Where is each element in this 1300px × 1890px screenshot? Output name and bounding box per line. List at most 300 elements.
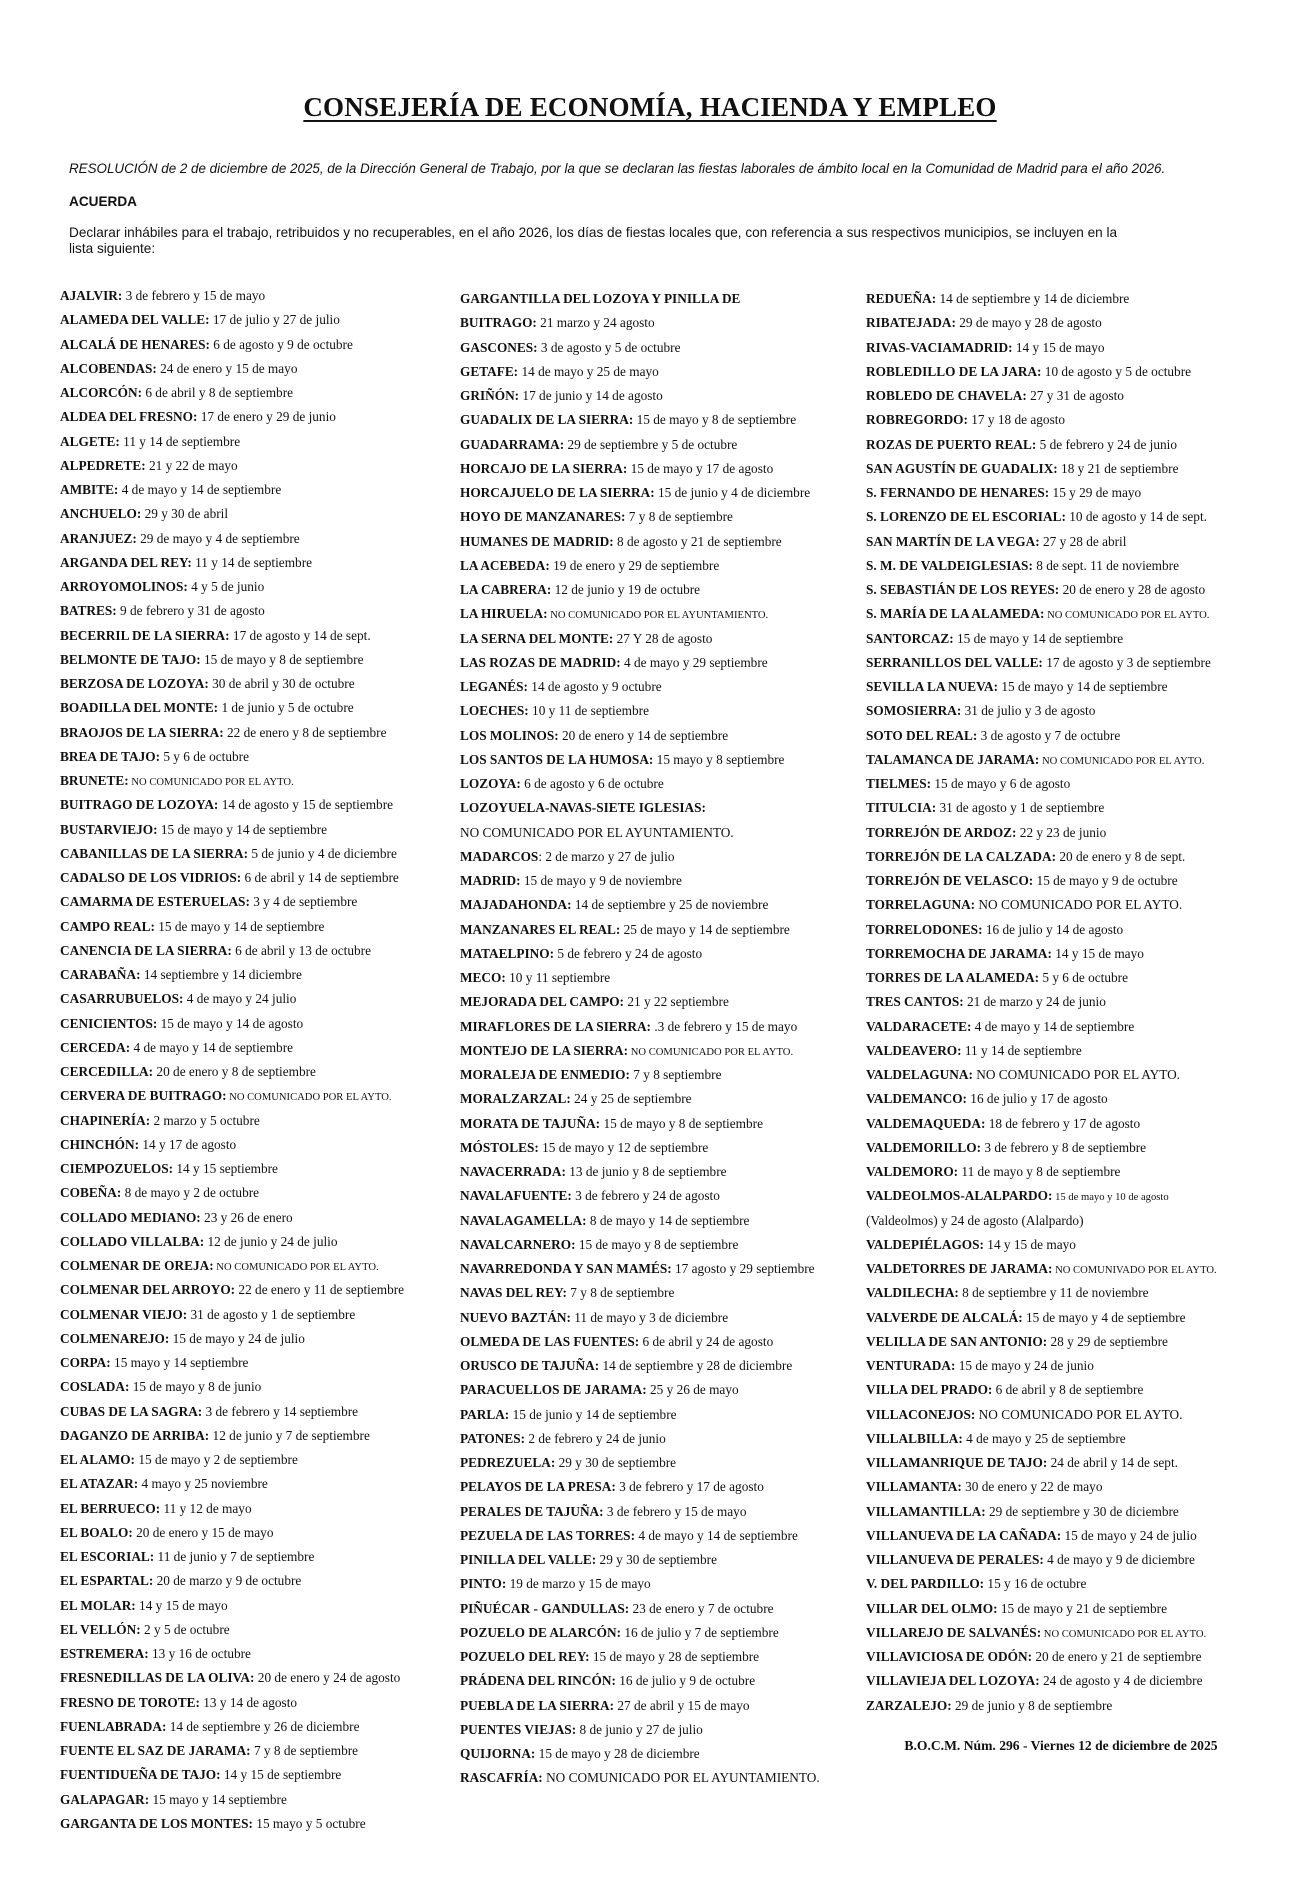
municipality-name: EL BOALO: [60, 1524, 133, 1540]
municipality-name: HORCAJO DE LA SIERRA: [460, 460, 628, 476]
holiday-dates: 19 de marzo y 15 de mayo [506, 1576, 651, 1592]
municipality-entry [60, 745, 460, 769]
municipality-name: ALPEDRETE: [60, 457, 146, 473]
holiday-dates: 6 de abril y 13 de octubre [231, 942, 371, 958]
municipality-name: TALAMANCA DE JARAMA: [866, 751, 1040, 767]
holiday-dates: 23 de enero y 7 de octubre [629, 1600, 774, 1616]
municipality-entry [460, 942, 870, 966]
municipality-name: DAGANZO DE ARRIBA: [60, 1427, 210, 1443]
holiday-dates: 20 de enero y 21 de septiembre [1032, 1649, 1202, 1664]
holiday-dates: 15 de mayo y 28 de diciembre [535, 1746, 700, 1761]
holiday-dates: 14 y 15 de mayo [983, 1236, 1076, 1252]
holiday-dates: 15 de junio y 14 de septiembre [509, 1406, 677, 1422]
holiday-dates: 4 de mayo y 14 de septiembre [130, 1039, 294, 1055]
municipality-name: HORCAJUELO DE LA SIERRA: [460, 485, 655, 500]
holiday-dates: 10 de agosto y 5 de octubre [1041, 363, 1192, 379]
holiday-dates: 12 de junio y 24 de julio [204, 1233, 338, 1249]
holiday-dates: 15 de mayo y 14 de septiembre [154, 918, 325, 934]
holiday-dates: 11 y 14 de septiembre [191, 554, 313, 570]
municipality-name: FUENTIDUEÑA DE TAJO: [60, 1767, 221, 1783]
municipality-entry [460, 1209, 870, 1233]
municipality-entry [866, 1694, 1286, 1718]
municipality-name: EL BERRUECO: [60, 1500, 161, 1516]
holiday-dates: NO COMUNICADO POR EL AYTO. [1044, 610, 1210, 622]
municipality-name: LAS ROZAS DE MADRID: [460, 654, 621, 670]
holiday-dates: 16 de julio y 9 de octubre [615, 1673, 756, 1689]
holiday-dates: 20 de enero y 28 de agosto [1059, 582, 1206, 597]
municipality-name: ARROYOMOLINOS: [60, 579, 188, 594]
holiday-dates: 14 septiembre y 14 diciembre [140, 967, 302, 982]
municipality-name: BUITRAGO DE LOZOYA: [60, 797, 219, 813]
municipality-name: ROZAS DE PUERTO REAL: [866, 436, 1037, 452]
municipality-name: VALDILECHA: [866, 1285, 959, 1301]
municipality-entry [866, 1136, 1286, 1160]
municipality-entry [460, 1572, 870, 1596]
municipality-name: FUENTE EL SAZ DE JARAMA: [60, 1743, 251, 1758]
municipality-name: SOMOSIERRA: [866, 703, 962, 719]
municipality-entry [60, 1715, 460, 1739]
municipality-entry [60, 1206, 460, 1230]
holiday-dates: 29 de mayo y 28 de agosto [955, 315, 1102, 331]
municipality-entry [460, 1378, 870, 1402]
municipality-name: VILLANUEVA DE LA CAÑADA: [866, 1527, 1062, 1543]
holiday-dates: 27 de abril y 15 de mayo [614, 1697, 750, 1713]
municipality-name: PATONES: [460, 1430, 526, 1446]
municipality-entry [866, 457, 1286, 481]
municipality-name: TORREJÓN DE VELASCO: [866, 873, 1034, 888]
holiday-dates: 10 y 11 septiembre [505, 970, 611, 985]
holiday-dates: 13 y 16 de octubre [148, 1646, 251, 1661]
holiday-dates: 14 de septiembre y 26 de diciembre [166, 1718, 360, 1734]
municipality-name: LA HIRUELA: [460, 606, 548, 622]
municipality-entry [866, 1572, 1286, 1596]
holiday-dates: 4 de mayo y 14 de septiembre [971, 1018, 1135, 1034]
municipality-entry [460, 1136, 870, 1160]
municipality-entry [460, 1427, 870, 1451]
holiday-dates: 25 y 26 de mayo [646, 1382, 739, 1398]
municipality-entry [460, 1233, 870, 1257]
municipality-entry [866, 481, 1286, 505]
municipality-name: POZUELO DEL REY: [460, 1649, 590, 1664]
holiday-dates: 3 de febrero y 14 septiembre [202, 1403, 359, 1419]
municipality-name: GRIÑÓN: [460, 388, 520, 403]
holiday-dates: 29 de septiembre y 30 de diciembre [985, 1503, 1179, 1519]
municipality-entry [460, 1669, 870, 1693]
holiday-dates: 3 y 4 de septiembre [249, 894, 358, 910]
holiday-dates: 13 de junio y 8 de septiembre [565, 1164, 727, 1179]
municipality-entry [60, 866, 460, 890]
holiday-dates: 8 de mayo y 2 de octubre [121, 1185, 260, 1201]
holiday-dates: 15 de mayo y 24 de julio [169, 1330, 305, 1346]
holiday-dates: 2 y 5 de octubre [140, 1621, 230, 1637]
municipality-entry [460, 1597, 870, 1621]
municipality-entry [866, 1233, 1286, 1257]
municipality-entry [60, 1230, 460, 1254]
municipality-name: VALDELAGUNA: [866, 1067, 973, 1082]
holiday-dates: 15 de mayo y 14 de agosto [157, 1015, 304, 1031]
municipality-name: CERCEDA: [60, 1039, 131, 1055]
municipality-entry [866, 1063, 1286, 1087]
municipality-entry [60, 793, 460, 817]
holiday-dates: 15 y 29 de mayo [1049, 485, 1142, 500]
municipality-name: MAJADAHONDA: [460, 897, 572, 913]
municipality-name: MORATA DE TAJUÑA: [460, 1115, 601, 1131]
municipality-entry [460, 1281, 870, 1305]
municipality-entry [866, 699, 1286, 723]
municipality-name: GASCONES: [460, 339, 538, 355]
municipality-entry [60, 624, 460, 648]
municipality-entry [60, 478, 460, 502]
municipality-name: MEJORADA DEL CAMPO: [460, 994, 624, 1010]
municipality-entry [60, 721, 460, 745]
municipality-entry [866, 1257, 1286, 1281]
holiday-dates: 15 de mayo y 21 de septiembre [997, 1600, 1168, 1616]
municipality-entry [60, 1763, 460, 1787]
municipality-entry [60, 1084, 460, 1108]
holiday-dates: NO COMUNIVADO POR EL AYTO. [1052, 1265, 1217, 1276]
municipality-entry [60, 1448, 460, 1472]
municipality-name: TORREJÓN DE ARDOZ: [866, 824, 1017, 840]
municipality-entry [60, 1642, 460, 1666]
municipality-name: LOECHES: [460, 703, 529, 719]
municipality-entry [60, 357, 460, 381]
municipality-name: BERZOSA DE LOZOYA: [60, 676, 209, 691]
municipality-column-1 [60, 284, 460, 1836]
holiday-dates: 21 de marzo y 24 de junio [963, 994, 1106, 1010]
municipality-entry [460, 1524, 870, 1548]
holiday-dates: .3 de febrero y 15 de mayo [651, 1018, 798, 1034]
municipality-name: GALAPAGAR: [60, 1791, 150, 1807]
municipality-entry [866, 336, 1286, 360]
holiday-dates: 15 de mayo y 8 de septiembre [200, 651, 364, 667]
municipality-entry [460, 1306, 870, 1330]
holiday-dates: 29 de junio y 8 de septiembre [951, 1697, 1113, 1713]
municipality-entry [866, 1039, 1286, 1063]
holiday-dates: 11 y 12 de mayo [160, 1500, 252, 1516]
holiday-dates: 15 de mayo y 28 de septiembre [589, 1649, 760, 1664]
municipality-entry [60, 1691, 460, 1715]
municipality-name: REDUEÑA: [866, 291, 937, 306]
municipality-entry [460, 772, 870, 796]
municipality-name: MORALZARZAL: [460, 1091, 571, 1107]
municipality-name: MADARCOS [460, 848, 539, 864]
municipality-entry [866, 530, 1286, 554]
holiday-dates: 10 y 11 de septiembre [528, 703, 649, 719]
municipality-name: RIVAS-VACIAMADRID: [866, 339, 1013, 355]
municipality-entry [460, 457, 870, 481]
municipality-entry [460, 1257, 870, 1281]
municipality-name: PARLA: [460, 1406, 510, 1422]
municipality-name: COBEÑA: [60, 1185, 122, 1201]
municipality-name: NAVACERRADA: [460, 1164, 566, 1179]
municipality-entry [460, 1742, 870, 1766]
municipality-name: PIÑUÉCAR - GANDULLAS: [460, 1600, 630, 1616]
municipality-name: CORPA: [60, 1355, 111, 1370]
municipality-name: NAVALAFUENTE: [460, 1188, 572, 1204]
municipality-entry [866, 1281, 1286, 1305]
municipality-name: COLMENAREJO: [60, 1330, 170, 1346]
municipality-name: VILLAMANRIQUE DE TAJO: [866, 1455, 1048, 1470]
holiday-dates: 4 de mayo y 14 de septiembre [635, 1527, 798, 1543]
holiday-dates: 19 de enero y 29 de septiembre [549, 557, 720, 573]
municipality-entry [866, 990, 1286, 1014]
municipality-entry [460, 336, 870, 360]
municipality-entry [866, 1427, 1286, 1451]
municipality-name: ROBLEDO DE CHAVELA: [866, 388, 1027, 403]
municipality-name: PINTO: [460, 1576, 507, 1592]
municipality-entry [866, 1669, 1286, 1693]
municipality-entry [460, 1112, 870, 1136]
holiday-dates: : 2 de marzo y 27 de julio [538, 848, 675, 864]
holiday-dates: 10 de agosto y 14 de sept. [1065, 509, 1207, 525]
holiday-dates: 6 de abril y 14 de septiembre [241, 870, 399, 885]
municipality-name: VALDEMORO: [866, 1164, 959, 1179]
municipality-entry [460, 1718, 870, 1742]
municipality-entry [460, 1694, 870, 1718]
holiday-dates: 3 de febrero y 17 de agosto [615, 1479, 764, 1495]
municipality-entry [60, 1133, 460, 1157]
municipality-entry [60, 1351, 460, 1375]
municipality-name: RASCAFRÍA: [460, 1770, 543, 1786]
municipality-entry [866, 1500, 1286, 1524]
holiday-dates: 29 y 30 de septiembre [596, 1552, 717, 1567]
municipality-entry [460, 675, 870, 699]
municipality-name: TORRELODONES: [866, 921, 983, 937]
municipality-name: COLMENAR DEL ARROYO: [60, 1282, 236, 1298]
municipality-name: HOYO DE MANZANARES: [460, 509, 626, 525]
holiday-dates: 3 de agosto y 5 de octubre [537, 339, 681, 355]
municipality-name: MADRID: [460, 873, 521, 888]
municipality-name: ARANJUEZ: [60, 530, 137, 546]
municipality-name: MONTEJO DE LA SIERRA: [460, 1042, 629, 1058]
municipality-entry [60, 1666, 460, 1690]
holiday-dates: 2 de febrero y 24 de junio [525, 1430, 666, 1446]
municipality-name: SANTORCAZ: [866, 630, 954, 646]
holiday-dates: 16 de julio y 14 de agosto [982, 921, 1124, 937]
holiday-dates: 11 y 14 de septiembre [961, 1042, 1082, 1058]
holiday-dates: 5 y 6 de octubre [160, 748, 249, 764]
holiday-dates: 24 y 25 de septiembre [570, 1091, 692, 1107]
municipality-entry [60, 551, 460, 575]
holiday-dates: 15 de mayo y 24 de junio [955, 1358, 1094, 1373]
municipality-entry [60, 1400, 460, 1424]
municipality-name: ORUSCO DE TAJUÑA: [460, 1358, 600, 1373]
municipality-entry [460, 1184, 870, 1208]
municipality-name: NAVAS DEL REY: [460, 1285, 567, 1301]
holiday-dates: 4 mayo y 25 noviembre [138, 1476, 268, 1492]
municipality-name: LA CABRERA: [460, 582, 552, 597]
municipality-entry [60, 1472, 460, 1496]
municipality-entry [60, 284, 460, 308]
municipality-entry [866, 1548, 1286, 1572]
municipality-entry [60, 842, 460, 866]
municipality-entry [460, 1354, 870, 1378]
municipality-name: BREA DE TAJO: [60, 748, 160, 764]
municipality-name: BUSTARVIEJO: [60, 821, 158, 837]
municipality-name: ROBLEDILLO DE LA JARA: [866, 363, 1042, 379]
holiday-dates: 20 de enero y 24 de agosto [254, 1670, 401, 1686]
holiday-dates: 22 de enero y 11 de septiembre [235, 1282, 405, 1298]
holiday-dates: NO COMUNICADO POR EL AYTO. [213, 1262, 379, 1273]
municipality-entry [60, 381, 460, 405]
municipality-entry [460, 505, 870, 529]
municipality-name: AMBITE: [60, 482, 119, 497]
municipality-entry [60, 696, 460, 720]
municipality-entry [460, 990, 870, 1014]
holiday-dates: NO COMUNICADO POR EL AYTO. [128, 777, 294, 788]
municipality-entry [866, 1378, 1286, 1402]
holiday-dates: 29 de mayo y 4 de septiembre [136, 530, 300, 546]
municipality-name: SEVILLA LA NUEVA: [866, 679, 999, 694]
holiday-dates: 13 y 14 de agosto [199, 1694, 298, 1710]
municipality-name: S. FERNANDO DE HENARES: [866, 485, 1050, 500]
municipality-name: GETAFE: [460, 363, 519, 379]
municipality-name: CENICIENTOS: [60, 1015, 158, 1031]
holiday-dates: 15 de mayo y 9 de noviembre [520, 873, 682, 888]
municipality-entry [866, 311, 1286, 335]
municipality-entry [60, 430, 460, 454]
holiday-dates: NO COMUNICADO POR EL AYTO. [975, 1406, 1183, 1422]
holiday-dates: 21 y 22 de mayo [145, 457, 238, 473]
holiday-dates: 24 de abril y 14 de sept. [1047, 1455, 1178, 1470]
holiday-dates: 15 mayo y 14 septiembre [149, 1791, 287, 1807]
municipality-entry [60, 1739, 460, 1763]
municipality-name: MECO: [460, 970, 506, 985]
holiday-dates: 8 de mayo y 14 de septiembre [586, 1212, 750, 1228]
municipality-entry [60, 1788, 460, 1812]
municipality-entry [60, 769, 460, 793]
municipality-entry [60, 1109, 460, 1133]
municipality-entry [60, 1327, 460, 1351]
municipality-entry [460, 1621, 870, 1645]
holiday-dates: NO COMUNICADO POR EL AYUNTAMIENTO. [542, 1770, 820, 1786]
municipality-name: VALDEAVERO: [866, 1042, 962, 1058]
holiday-dates: 4 y 5 de junio [187, 579, 265, 594]
municipality-entry [460, 748, 870, 772]
municipality-entry [866, 1112, 1286, 1136]
holiday-dates: 20 de enero y 14 de septiembre [558, 727, 729, 743]
municipality-name: TIELMES: [866, 776, 932, 791]
holiday-dates: 15 de mayo y 9 de octubre [1033, 873, 1178, 888]
municipality-entry [60, 1545, 460, 1569]
municipality-entry [60, 1569, 460, 1593]
municipality-name: S. M. DE VALDEIGLESIAS: [866, 557, 1033, 573]
municipality-name: VILLA DEL PRADO: [866, 1382, 993, 1398]
holiday-dates: 15 de mayo y 14 de septiembre [998, 679, 1168, 694]
municipality-entry [460, 1015, 870, 1039]
municipality-name: ANCHUELO: [60, 506, 142, 522]
municipality-name: TORRELAGUNA: [866, 897, 976, 913]
municipality-entry [866, 602, 1286, 626]
municipality-column-3 [866, 287, 1286, 1718]
holiday-dates: 14 y 17 de agosto [139, 1136, 237, 1152]
holiday-dates: 30 de enero y 22 de mayo [961, 1479, 1103, 1495]
municipality-entry [866, 1184, 1286, 1208]
municipality-entry [460, 893, 870, 917]
holiday-dates: 14 y 15 de septiembre [220, 1767, 342, 1783]
holiday-dates: 27 y 31 de agosto [1026, 388, 1124, 403]
municipality-name: ALCORCÓN: [60, 385, 142, 400]
municipality-entry [460, 287, 870, 311]
municipality-name: QUIJORNA: [460, 1746, 536, 1761]
municipality-entry [460, 627, 870, 651]
holiday-dates: 6 de abril y 8 de septiembre [992, 1382, 1144, 1398]
municipality-name: SAN MARTÍN DE LA VEGA: [866, 533, 1040, 549]
municipality-entry [60, 333, 460, 357]
holiday-dates: 3 de febrero y 24 de agosto [571, 1188, 720, 1204]
holiday-dates: 4 de mayo y 25 de septiembre [962, 1430, 1126, 1446]
holiday-dates: 31 de julio y 3 de agosto [961, 703, 1096, 719]
municipality-name: LA ACEBEDA: [460, 557, 550, 573]
municipality-entry [460, 408, 870, 432]
holiday-dates: 15 mayo y 8 septiembre [653, 751, 785, 767]
municipality-name: ALDEA DEL FRESNO: [60, 409, 198, 425]
municipality-entry [866, 1015, 1286, 1039]
municipality-entry [60, 599, 460, 623]
municipality-name: FRESNEDILLAS DE LA OLIVA: [60, 1670, 255, 1686]
municipality-entry [866, 821, 1286, 845]
municipality-entry [866, 360, 1286, 384]
holiday-dates: 15 de mayo y 8 de junio [129, 1379, 262, 1395]
municipality-name: CABANILLAS DE LA SIERRA: [60, 845, 249, 861]
municipality-entry [460, 1160, 870, 1184]
holiday-dates: 17 de agosto y 14 de sept. [229, 627, 371, 643]
municipality-entry [60, 405, 460, 429]
holiday-dates: 14 y 15 septiembre [173, 1161, 278, 1176]
municipality-name: VILLAMANTA: [866, 1479, 962, 1495]
municipality-entry [866, 554, 1286, 578]
municipality-entry [866, 1306, 1286, 1330]
municipality-entry [866, 408, 1286, 432]
municipality-entry [460, 1645, 870, 1669]
municipality-entry [866, 1087, 1286, 1111]
holiday-dates: 5 de febrero y 24 de agosto [554, 945, 703, 961]
municipality-name: HUMANES DE MADRID: [460, 533, 614, 549]
municipality-entry [460, 796, 870, 820]
municipality-entry [460, 869, 870, 893]
municipality-entry [60, 575, 460, 599]
municipality-name: VILLAREJO DE SALVANÉS: [866, 1624, 1042, 1640]
holiday-dates: 5 de febrero y 24 de junio [1036, 436, 1178, 452]
page-title: CONSEJERÍA DE ECONOMÍA, HACIENDA Y EMPLEO [303, 92, 997, 122]
holiday-dates: 29 de septiembre y 5 de octubre [564, 436, 738, 452]
holiday-dates: 18 y 21 de septiembre [1057, 460, 1179, 476]
declarar-line-1: Declarar inhábiles para el trabajo, retribuidos y no recuperables, en el año 2026, los días de fiestas locales que, con referencia a sus respectivos municipios, se incluyen en la [69, 225, 1118, 240]
municipality-entry [60, 1375, 460, 1399]
municipality-entry [460, 918, 870, 942]
holiday-dates: 8 de agosto y 21 de septiembre [613, 533, 782, 549]
municipality-name: CAMPO REAL: [60, 918, 155, 934]
municipality-entry [60, 1181, 460, 1205]
municipality-entry [866, 433, 1286, 457]
municipality-name: CERVERA DE BUITRAGO: [60, 1088, 227, 1104]
municipality-name: PRÁDENA DEL RINCÓN: [460, 1673, 616, 1689]
municipality-entry [460, 699, 870, 723]
municipality-entry [60, 1497, 460, 1521]
holiday-dates: 21 marzo y 24 agosto [536, 315, 655, 331]
municipality-name: TORRES DE LA ALAMEDA: [866, 970, 1040, 985]
municipality-name: VILLAR DEL OLMO: [866, 1600, 998, 1616]
holiday-dates: 14 de septiembre y 14 de diciembre [936, 291, 1130, 306]
holiday-dates: 25 de mayo y 14 de septiembre [620, 921, 790, 937]
municipality-name: NAVALAGAMELLA: [460, 1212, 587, 1228]
holiday-dates: 5 de junio y 4 de diciembre [248, 845, 397, 861]
municipality-entry [866, 1475, 1286, 1499]
holiday-dates: 14 de agosto y 9 octubre [527, 679, 662, 694]
municipality-name: BRAOJOS DE LA SIERRA: [60, 724, 224, 740]
municipality-entry [460, 1087, 870, 1111]
holiday-dates: 5 y 6 de octubre [1039, 970, 1129, 985]
